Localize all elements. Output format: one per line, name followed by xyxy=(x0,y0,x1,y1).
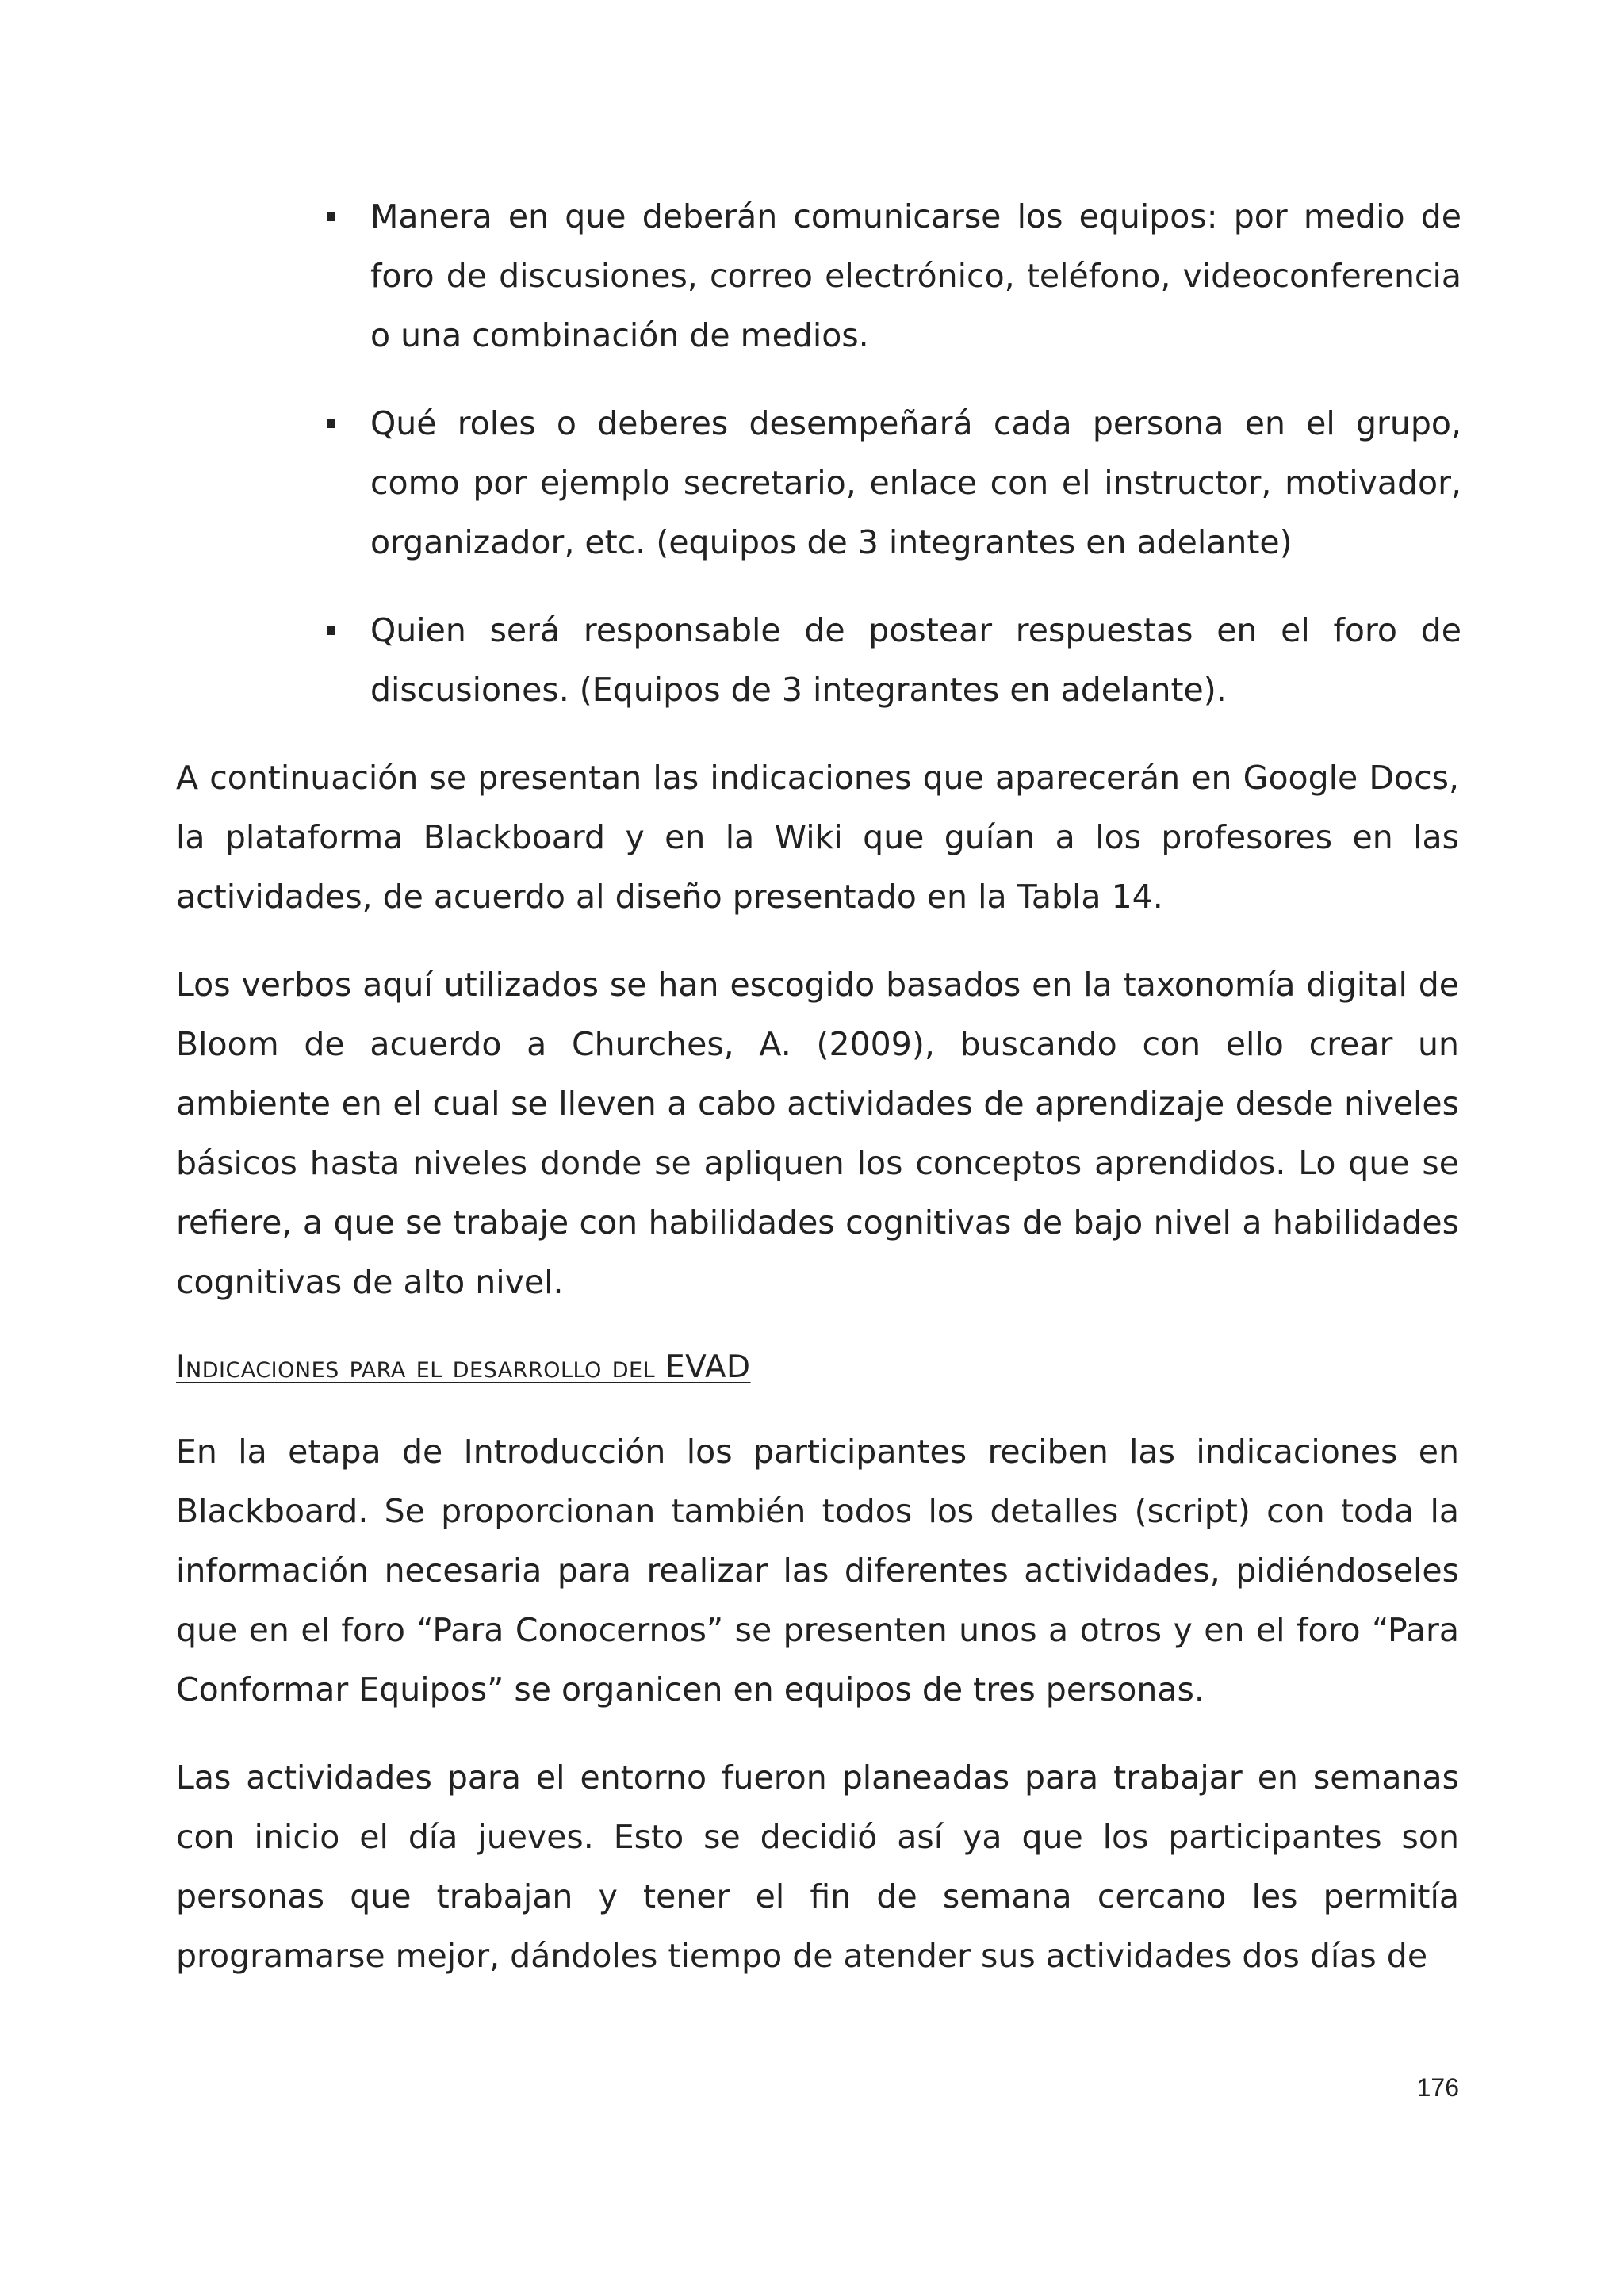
body-paragraph: A continuación se presentan las indicaciones que aparecerán en Google Docs, la plataforma Blackboard y en la Wiki que guían a los profesores en las actividades, de acuerdo al diseño presentado en la Tabla 14. xyxy=(176,759,1459,916)
bullet-list xyxy=(176,187,1459,720)
bullet-item xyxy=(370,601,1461,720)
section-heading: Indicaciones para el desarrollo del EVAD xyxy=(176,1349,751,1385)
square-bullet-icon xyxy=(323,187,339,247)
body-paragraph: Las actividades para el entorno fueron planeadas para trabajar en semanas con inicio el día jueves. Esto se decidió así ya que los participantes son personas que trabajan y tener el fin de semana cercano les permitía programarse mejor, dándoles tiempo de atender sus actividades dos días de xyxy=(176,1758,1459,1975)
square-bullet-icon xyxy=(323,601,339,660)
bullet-item xyxy=(370,187,1461,365)
bullet-text: Qué roles o deberes desempeñará cada persona en el grupo, como por ejemplo secretario, enlace con el instructor, motivador, organizador, etc. (equipos de 3 integrantes en adelante) xyxy=(370,404,1461,561)
bullet-text: Manera en que deberán comunicarse los equipos: por medio de foro de discusiones, correo electrónico, teléfono, videoconferencia o una combinación de medios. xyxy=(370,197,1461,354)
square-bullet-icon xyxy=(323,394,339,453)
bullet-text: Quien será responsable de postear respuestas en el foro de discusiones. (Equipos de 3 integrantes en adelante). xyxy=(370,611,1461,709)
body-paragraph: En la etapa de Introducción los participantes reciben las indicaciones en Blackboard. Se proporcionan también todos los detalles (script) con toda la información necesaria para realizar las diferentes actividades, pidiéndoseles que en el foro “Para Conocernos” se presenten unos a otros y en el foro “Para Conformar Equipos” se organicen en equipos de tres personas. xyxy=(176,1433,1459,1709)
bullet-item xyxy=(370,394,1461,572)
page-number: 176 xyxy=(1416,2073,1459,2102)
body-paragraph: Los verbos aquí utilizados se han escogido basados en la taxonomía digital de Bloom de acuerdo a Churches, A. (2009), buscando con ello crear un ambiente en el cual se lleven a cabo actividades de aprendizaje desde niveles básicos hasta niveles donde se apliquen los conceptos aprendidos. Lo que se refiere, a que se trabaje con habilidades cognitivas de bajo nivel a habilidades cognitivas de alto nivel. xyxy=(176,966,1459,1301)
page-content xyxy=(176,187,1459,2015)
